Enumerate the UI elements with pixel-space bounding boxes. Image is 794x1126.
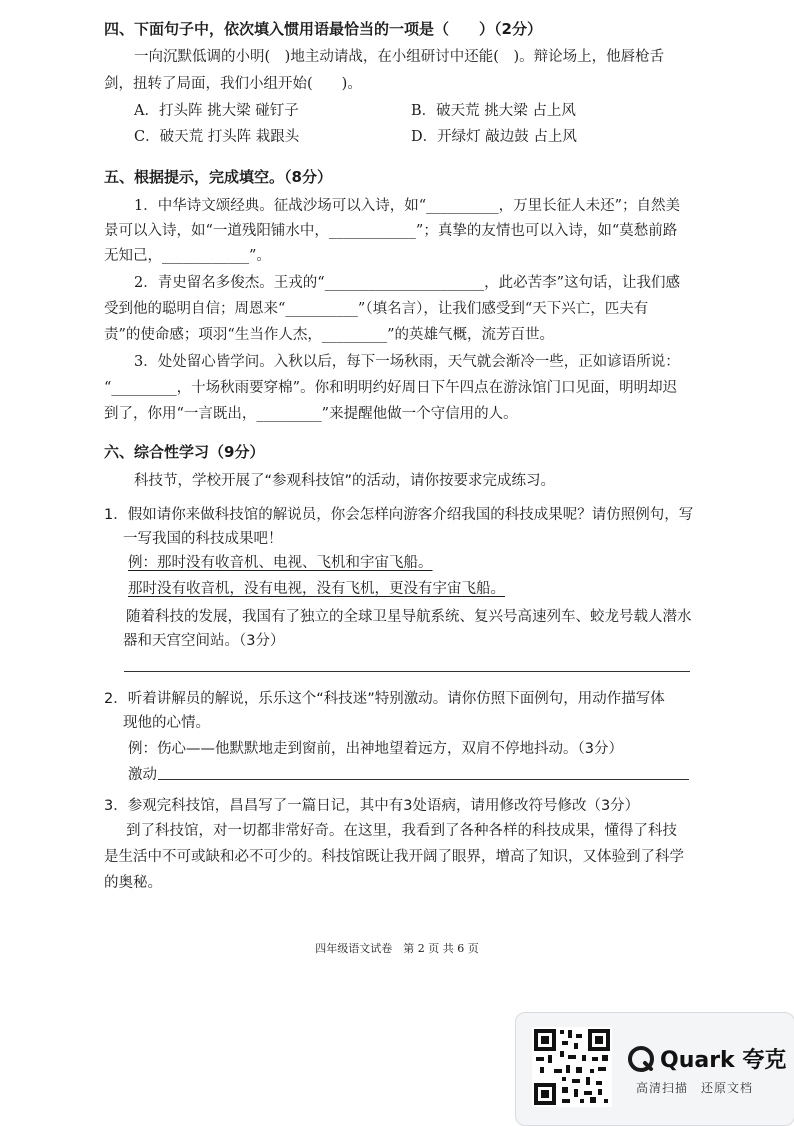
q6-3-diary-line-3: 的奥秘。 bbox=[104, 875, 162, 891]
section-4-title: 四、下面句子中，依次填入惯用语最恰当的一项是（ ）（2分） bbox=[104, 20, 542, 38]
q6-2-answer-label: 激动 bbox=[128, 767, 157, 783]
option-a: A．打头阵 挑大梁 碰钉子 bbox=[134, 103, 299, 119]
example-sentence-2: 那时没有收音机，没有电视，没有飞机，更没有宇宙飞船。 bbox=[128, 581, 505, 597]
q6-3-diary-line-2: 是生活中不可或缺和必不可少的。科技馆既让我开阔了眼界，增高了知识，又体验到了科学 bbox=[104, 849, 684, 865]
q5-1-line-3: 无知己，____________”。 bbox=[104, 248, 271, 264]
q5-2-line-1: 2．青史留名多俊杰。王戎的“______________________，此必苦李”这句话，让我们感 bbox=[134, 275, 681, 291]
quark-logo bbox=[628, 1043, 786, 1074]
q6-1-line-2: 一写我国的科技成果吧！ bbox=[123, 531, 283, 547]
example-sentence-1: 例：那时没有收音机、电视、飞机和宇宙飞船。 bbox=[128, 555, 433, 571]
q5-2-line-3: 责”的使命感；项羽“生当作人杰，_________”的英雄气概，流芳百世。 bbox=[104, 327, 554, 343]
section-6-intro: 科技节，学校开展了“参观科技馆”的活动，请你按要求完成练习。 bbox=[134, 473, 556, 489]
q5-1-line-1: 1．中华诗文颂经典。征战沙场可以入诗，如“__________，万里长征人未还”；自然美 bbox=[134, 198, 681, 214]
q6-2-answer-line[interactable] bbox=[158, 779, 689, 780]
q6-1-answer-line[interactable] bbox=[124, 671, 690, 672]
q6-1-line-4: 器和天宫空间站。（3分） bbox=[123, 633, 285, 649]
section-6-title: 六、综合性学习（9分） bbox=[104, 443, 265, 461]
qr-code-icon bbox=[532, 1027, 612, 1107]
q5-3-line-1: 3．处处留心皆学问。入秋以后，每下一场秋雨，天气就会渐冷一些，正如谚语所说： bbox=[134, 354, 680, 370]
q5-3-line-2: “_________，十场秋雨要穿棉”。你和明明约好周日下午四点在游泳馆门口见面，明明却迟 bbox=[104, 380, 678, 396]
q6-2-example: 例：伤心——他默默地走到窗前，出神地望着远方，双肩不停地抖动。（3分） bbox=[128, 741, 623, 757]
quark-watermark bbox=[515, 1012, 794, 1126]
quark-logo-icon bbox=[628, 1046, 654, 1072]
q6-3-line-1: 3．参观完科技馆，昌昌写了一篇日记，其中有3处语病，请用修改符号修改（3分） bbox=[104, 798, 640, 814]
q6-2-line-2: 现他的心情。 bbox=[123, 715, 210, 731]
q6-1-line-1: 1．假如请你来做科技馆的解说员，你会怎样向游客介绍我国的科技成果呢？请仿照例句，写 bbox=[104, 507, 694, 523]
q5-1-line-2: 景可以入诗，如“一道残阳铺水中，____________”；真挚的友情也可以入诗，如“莫愁前路 bbox=[104, 223, 678, 239]
q6-2-line-1: 2．听着讲解员的解说，乐乐这个“科技迷”特别激动。请你仿照下面例句，用动作描写体 bbox=[104, 691, 665, 707]
q5-3-line-3: 到了，你用“一言既出，_________”来提醒他做一个守信用的人。 bbox=[104, 406, 518, 422]
option-b: B．破天荒 挑大梁 占上风 bbox=[411, 103, 576, 119]
q6-3-diary-line-1: 到了科技馆，对一切都非常好奇。在这里，我看到了各种各样的科技成果，懂得了科技 bbox=[126, 823, 677, 839]
quark-tagline: 高清扫描 还原文档 bbox=[636, 1081, 754, 1095]
q6-1-line-3: 随着科技的发展，我国有了独立的全球卫星导航系统、复兴号高速列车、蛟龙号载人潜水 bbox=[126, 609, 692, 625]
page-footer: 四年级语文试卷 第 2 页 共 6 页 bbox=[315, 942, 479, 955]
option-d: D．开绿灯 敲边鼓 占上风 bbox=[411, 129, 577, 145]
option-c: C．破天荒 打头阵 栽跟头 bbox=[134, 129, 300, 145]
section-5-title: 五、根据提示，完成填空。（8分） bbox=[104, 168, 332, 186]
q5-2-line-2: 受到他的聪明自信；周恩来“__________”（填名言），让我们感受到“天下兴亡，匹夫有 bbox=[104, 301, 649, 317]
quark-brand: Quark 夸克 bbox=[660, 1048, 787, 1073]
section-4-passage-line-2: 剑，扭转了局面，我们小组开始( )。 bbox=[104, 76, 362, 92]
section-4-passage-line-1: 一向沉默低调的小明( )地主动请战，在小组研讨中还能( )。辩论场上，他唇枪舌 bbox=[134, 49, 665, 65]
